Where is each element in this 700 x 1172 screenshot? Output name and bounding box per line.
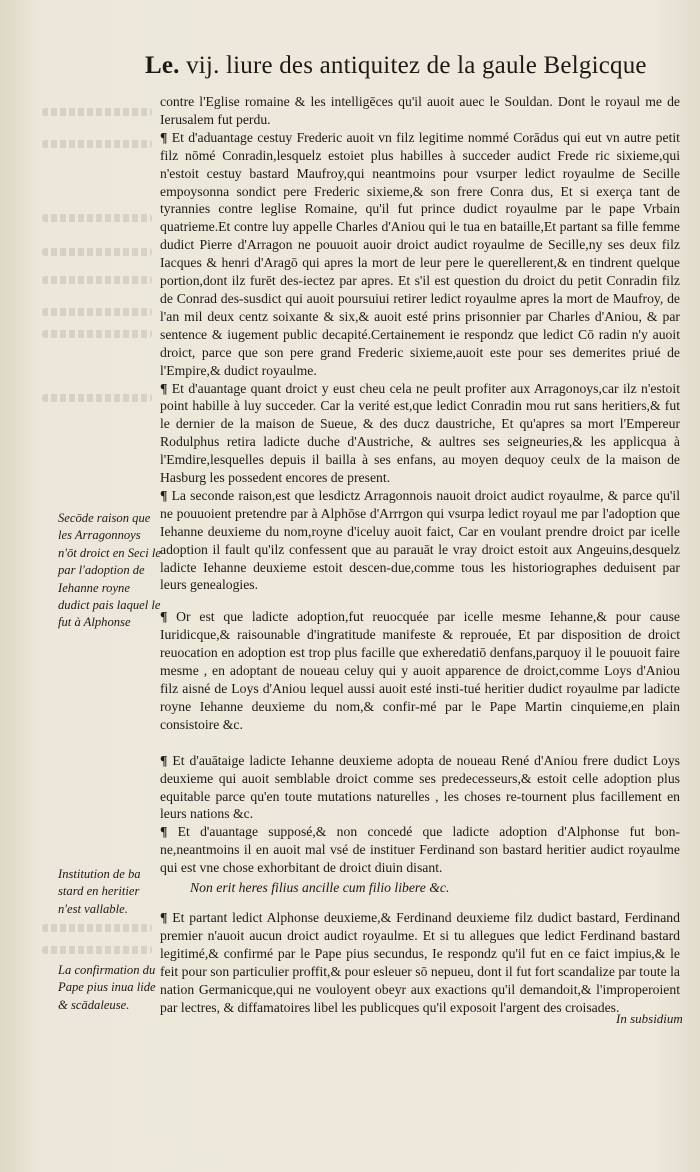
- paragraph: [160, 487, 680, 594]
- margin-note-text: Institution de ba stard en heritier n'est vallable.: [58, 867, 141, 916]
- paragraph-text: Et d'auantage quant droict y eust cheu cela ne peult profiter aux Arragonoys,car ilz n'estoit point habille à luy succeder. Car la verité est,que ledict Conradin mou rut sans heritiers,& fut le dernier de la maison de Sueue, & des ducz daustriche, Et qu'apres sa mort l'Empereur Rodulphus retira ladicte duche d'Austriche, & aultres ses seigneuries,& les applicqua à l'Emdire,lesquelles depuis il bailla à ses enfans, au moyen dequoy ceulx de la maison de Hasburg les possedent encores de present.: [160, 380, 681, 486]
- show-through-mark: [42, 308, 152, 316]
- margin-note-text: Secōde raison que les Arragonnoys n'ōt droict en Seci le par l'adoption de Iehanne royne dudict pais laquel le fut à Alphonse: [58, 511, 161, 630]
- pilcrow-mark: ¶: [160, 752, 168, 768]
- pilcrow-mark: ¶: [160, 824, 168, 840]
- paragraph-text: Or est que ladicte adoption,fut reuocquée par icelle mesme Iehanne,& pour cause Iuridicque,& raisounable d'ingratitude manifeste & reprouée, Et par disposition de droict reuocation en adoption est trop plus facille que exheredatiō denfans,parquoy il le pouuoit faire mesme , en adoptant de noueau celuy qui y auoit apparence de droict,comme Loys d'Aniou filz aisné de Loys d'Aniou lequel aussi auoit esté insti-tué heritier dudict royaulme par ladicte royne Iehanne deuxieme du nom,& confir-mé par le Pape Martin cinquieme,en plain consistoire &c.: [160, 609, 680, 732]
- margin-note-text: La confirmation du Pape pius inua lide & scādaleuse.: [58, 963, 156, 1012]
- show-through-mark: [42, 276, 152, 284]
- margin-note-second-reason: [58, 510, 162, 632]
- paragraph: [160, 380, 680, 487]
- show-through-mark: [42, 330, 152, 338]
- show-through-mark: [42, 108, 152, 116]
- main-text-block: [160, 93, 680, 1016]
- running-header: [145, 52, 685, 80]
- pilcrow-mark: ¶: [160, 909, 168, 925]
- paragraph: contre l'Eglise romaine & les intelligēces qu'il auoit auec le Souldan. Dont le royaul me de Ierusalem fut perdu.: [160, 94, 680, 127]
- show-through-mark: [42, 924, 152, 932]
- header-folio: Le.: [145, 52, 180, 79]
- margin-note-bastard-institution: [58, 866, 162, 918]
- paragraph: [160, 129, 680, 380]
- paragraph-text: Et d'aduantage cestuy Frederic auoit vn filz legitime nommé Corādus qui eut vn autre petit filz nōmé Conradin,lesquelz estoiet plus habilles à succeder audict Frede ric sixieme,qui n'estoit cestuy bastard Maufroy,qui neantmoins pour vsurper ledict royaulme de Secille empoysonna sondict pere Frederic sixieme,& son frere Conra dus, Et si exerça tant de tyrannies contre leglise Romaine, qu'il fut prince dudict royaulme par le pape Vrbain quatrieme.Et contre luy appelle Charles d'Aniou qui le tua en bataille,Et partant sa fille femme dudict Pierre d'Arragon ne pouuoit auoir droict audict royaulme de Secille,ny ses deux filz Iacques & henri d'Aragō qui apres la mort de leur pere le querellerent,& en tindrent quelque portion,dont ilz furēt des-iectez par apres. Et s'il est question du droict du petit Conradin filz de Conrad des-susdict qui auoit poursuiui retirer ledict royaulme apres la mort de Maufroy, de l'an mil deux centz soixante & six,& auoit esté prins prisonnier par Charles d'Aniou, & par sentence & iugement public decapité.Certainement ie respondz que ledict Cō radin n'y auoit droict, parce que son pere grand Frederic sixieme,auoit este pour ses demerites priué de l'Empire,& dudict royaulme.: [160, 129, 680, 378]
- header-title: vij. liure des antiquitez de la gaule Belgicque: [186, 52, 647, 79]
- pilcrow-mark: ¶: [160, 609, 168, 625]
- show-through-mark: [42, 394, 152, 402]
- paragraph-text: Et d'auantage supposé,& non concedé que ladicte adoption d'Alphonse fut bon-ne,neantmoins il en auoit mal vsé de instituer Ferdinand son bastard heritier audict royaulme qui est vne chose exhorbitant de droict diuin disant.: [160, 824, 680, 876]
- catchword: In subsidium: [616, 1011, 683, 1026]
- show-through-mark: [42, 140, 152, 148]
- show-through-mark: [42, 946, 152, 954]
- paragraph: [160, 752, 680, 824]
- show-through-mark: [42, 214, 152, 222]
- paragraph-text: Et d'auātaige ladicte Iehanne deuxieme adopta de noueau René d'Aniou frere dudict Loys deuxieme qui auoit semblable droict comme ses predecesseurs,& estoit celle adoption plus equitable parce qu'en toute mutations naturelles , les choses re-tournent plus facillement en leurs nations &c.: [160, 752, 681, 822]
- margin-note-papal-confirmation: [58, 962, 162, 1014]
- paragraph-text: Et partant ledict Alphonse deuxieme,& Ferdinand deuxieme filz dudict bastard, Ferdinand premier n'auoit aucun droict audict royaulme. Et si tu allegues que ledict Ferdinand bastard legitimé,& confirmé par le Pape pius secundus, Ie respondz qu'il fut en ce faict impius,& le feit pour son particulier proffit,& pour esleuer sō nepueu, dont il fut fort scandalize par toute la nation Germanicque,qui ne vouloyent obeyr aux exactions qu'il demandoit,& l'improperoient par lectres, & diffamatoires libel les publicques qu'il exposoit l'argent des croisades.: [160, 909, 680, 1015]
- pilcrow-mark: ¶: [160, 487, 168, 503]
- pilcrow-mark: ¶: [160, 380, 168, 396]
- show-through-mark: [42, 248, 152, 256]
- latin-quotation: Non erit heres filius ancille cum filio libere &c.: [190, 880, 450, 896]
- pilcrow-mark: ¶: [160, 129, 168, 145]
- paragraph: [160, 909, 680, 1016]
- paragraph: [160, 823, 680, 877]
- paragraph-text: La seconde raison,est que lesdictz Arragonnois nauoit droict audict royaulme, & parce qu'il ne pouuoient pretendre par à Alphōse d'Arrrgon qui vsurpa ledict royaul me par l'adoption que Iehanne deuxieme du nom,royne d'iceluy auoit faict, Car en voulant prendre droict par icelle adoption il fault qu'ilz confessent que au parauāt le vray droict estoit aux Angeuins,desquelz ladicte Iehanne deuxieme estoit descen-due,comme tous les historiographes deduisent par leurs genealogies.: [160, 487, 680, 593]
- paragraph: [160, 608, 680, 733]
